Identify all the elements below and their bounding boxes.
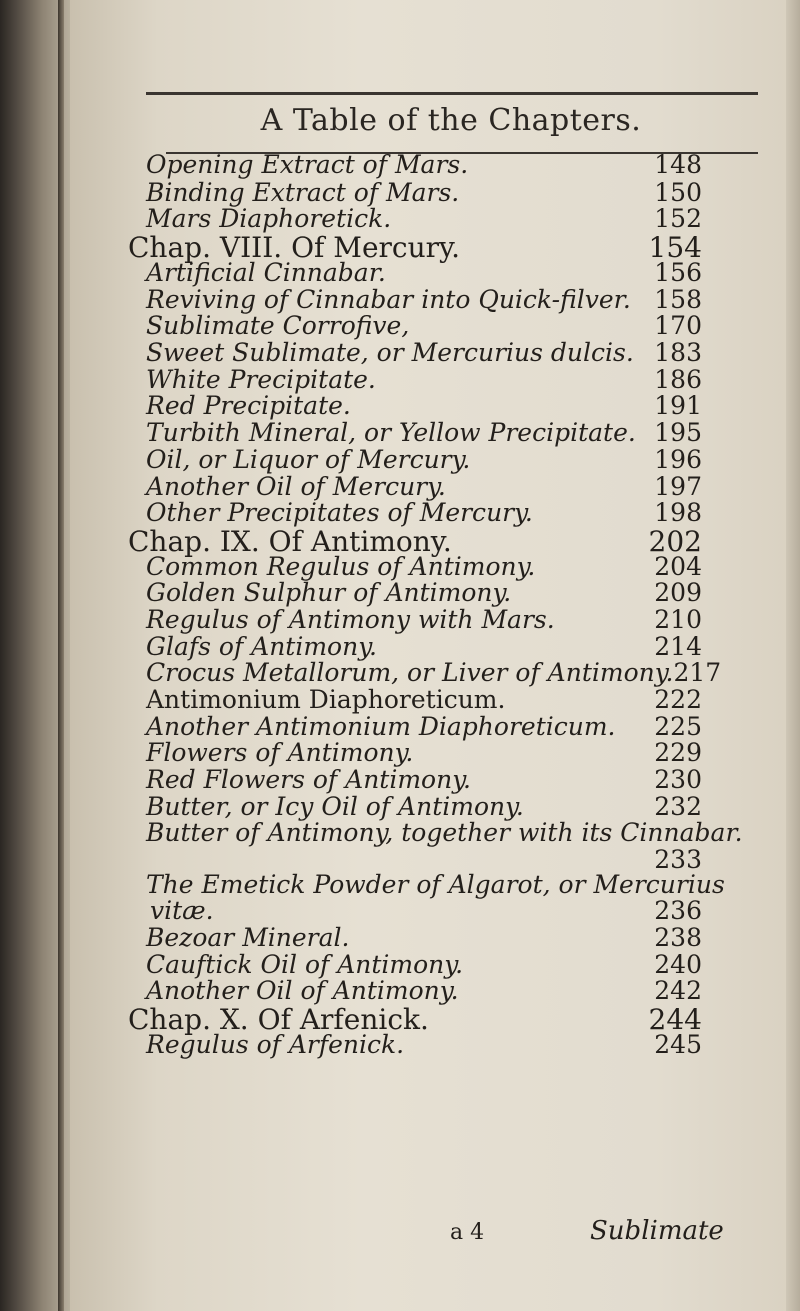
table-row (146, 178, 702, 207)
chapter-heading: Chap. VIII. Of Mercury. (128, 231, 461, 264)
entry-label: Sublimate Corrofive, (146, 311, 410, 340)
entry-label: Another Oil of Mercury. (146, 472, 446, 501)
page-number: 195 (654, 418, 702, 447)
chapter-table (70, 0, 800, 1311)
table-row (146, 445, 702, 474)
table-row (146, 258, 702, 287)
table-row (146, 1030, 702, 1059)
entry-label: Common Regulus of Antimony. (146, 552, 536, 581)
page-number: 186 (654, 365, 702, 394)
entry-label: Reviving of Cinnabar into Quick-filver. (146, 285, 631, 314)
page-number: 148 (654, 150, 702, 179)
entry-label: Oil, or Liquor of Mercury. (146, 445, 471, 474)
table-row (146, 976, 702, 1005)
book-page (70, 0, 800, 1311)
entry-label: Opening Extract of Mars. (146, 150, 469, 179)
entry-label: The Emetick Powder of Algarot, or Mercurius (146, 870, 725, 899)
page-number: 209 (654, 578, 702, 607)
page-number: 242 (654, 976, 702, 1005)
catchword: Sublimate (590, 1216, 724, 1246)
binding-edge (0, 0, 70, 1311)
right-edge (786, 0, 800, 1311)
page-number: 152 (654, 204, 702, 233)
page-number: 230 (654, 765, 702, 794)
page-number: 229 (654, 738, 702, 767)
table-row (146, 712, 702, 741)
page-number: 198 (654, 498, 702, 527)
page-number: 196 (654, 445, 702, 474)
signature-mark: a 4 (450, 1220, 485, 1245)
entry-label: Red Precipitate. (146, 391, 351, 420)
page-number: 158 (654, 285, 702, 314)
page-number: 214 (654, 632, 702, 661)
entry-label: Mars Diaphoretick. (146, 204, 392, 233)
page-number: 202 (648, 525, 702, 558)
entry-label: Sweet Sublimate, or Mercurius dulcis. (146, 338, 634, 367)
page-number: 204 (654, 552, 702, 581)
table-row (146, 391, 702, 420)
page-number: 232 (654, 792, 702, 821)
entry-label: Bezoar Mineral. (146, 923, 350, 952)
page-number: 233 (654, 845, 702, 874)
table-row (146, 792, 702, 821)
table-row (146, 870, 725, 899)
entry-label: Another Antimonium Diaphoreticum. (146, 712, 616, 741)
table-row (146, 418, 702, 447)
page-number: 197 (654, 472, 702, 501)
table-row (146, 765, 702, 794)
table-row (146, 950, 702, 979)
page-fold (58, 0, 64, 1311)
entry-label: Binding Extract of Mars. (146, 178, 460, 207)
table-row (146, 285, 702, 314)
table-row (146, 632, 702, 661)
table-row (146, 658, 722, 687)
table-row (146, 338, 702, 367)
entry-label: Butter, or Icy Oil of Antimony. (146, 792, 524, 821)
table-row (146, 578, 702, 607)
table-row (146, 365, 702, 394)
entry-label: Cauftick Oil of Antimony. (146, 950, 464, 979)
entry-label: White Precipitate. (146, 365, 376, 394)
page-number: 222 (654, 685, 702, 714)
table-row (146, 605, 702, 634)
page-number: 210 (654, 605, 702, 634)
entry-label: Flowers of Antimony. (146, 738, 414, 767)
page-number: 170 (654, 311, 702, 340)
page-number: 225 (654, 712, 702, 741)
table-row (146, 818, 743, 847)
page-number: 191 (654, 391, 702, 420)
entry-label: Regulus of Arfenick. (146, 1030, 405, 1059)
entry-label: Golden Sulphur of Antimony. (146, 578, 512, 607)
chapter-heading: Chap. IX. Of Antimony. (128, 525, 452, 558)
table-row (146, 150, 702, 179)
table-row (146, 311, 702, 340)
page-number: 156 (654, 258, 702, 287)
entry-label: vitæ. (150, 896, 214, 925)
page-number: 244 (648, 1003, 702, 1036)
table-row (146, 498, 702, 527)
table-row (146, 204, 702, 233)
page-number: 240 (654, 950, 702, 979)
page-title: A Table of the Chapters. (260, 103, 642, 138)
chapter-heading: Chap. X. Of Arfenick. (128, 1003, 429, 1036)
page-number: 238 (654, 923, 702, 952)
page-number: 183 (654, 338, 702, 367)
page-number: 150 (654, 178, 702, 207)
entry-label: Other Precipitates of Mercury. (146, 498, 533, 527)
page-number: 245 (654, 1030, 702, 1059)
entry-label: Crocus Metallorum, or Liver of Antimony. (146, 658, 674, 687)
entry-label: Artificial Cinnabar. (146, 258, 386, 287)
entry-label: Another Oil of Antimony. (146, 976, 459, 1005)
table-row (146, 923, 702, 952)
table-row (146, 738, 702, 767)
entry-label: Red Flowers of Antimony. (146, 765, 471, 794)
table-row (146, 552, 702, 581)
entry-label: Regulus of Antimony with Mars. (146, 605, 555, 634)
entry-label: Butter of Antimony, together with its Cinnabar. (146, 818, 743, 847)
entry-label: Glafs of Antimony. (146, 632, 377, 661)
table-row (150, 896, 702, 925)
page-number: 236 (654, 896, 702, 925)
page-number: 154 (648, 231, 702, 264)
entry-label: Antimonium Diaphoreticum. (146, 685, 506, 714)
entry-label: Turbith Mineral, or Yellow Precipitate. (146, 418, 636, 447)
table-row (146, 472, 702, 501)
page-number: 217 (673, 658, 722, 687)
table-row (146, 685, 702, 714)
